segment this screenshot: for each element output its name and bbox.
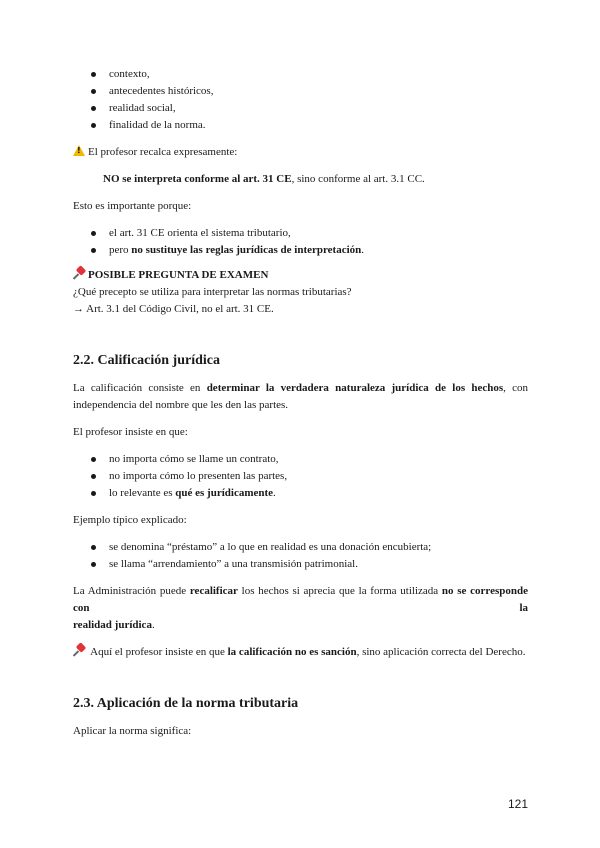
example-text: Ejemplo típico explicado:	[73, 514, 187, 526]
bullet-icon	[91, 72, 96, 77]
list-item: se denomina “préstamo” a lo que en realidad es una donación encubierta;	[91, 539, 528, 556]
bullet-icon	[91, 474, 96, 479]
warning-note: !El profesor recalca expresamente:	[73, 144, 528, 161]
qualification-list	[73, 451, 528, 502]
emphasis-quote: NO se interpreta conforme al art. 31 CE, sino conforme al art. 3.1 CC.	[103, 173, 425, 185]
list-item: antecedentes históricos,	[91, 83, 528, 100]
section-2-2-title: 2.2. Calificación jurídica	[73, 353, 220, 368]
administration-text: La Administración puede recalificar los hechos si aprecia que la forma utilizada no se corresponde con la	[73, 585, 528, 614]
list-item: el art. 31 CE orienta el sistema tributario,	[91, 225, 528, 242]
pushpin-icon	[73, 267, 85, 279]
list-item: lo relevante es qué es jurídicamente.	[91, 485, 528, 502]
list-item: se llama “arrendamiento” a una transmisión patrimonial.	[91, 556, 528, 573]
exam-answer: → Art. 3.1 del Código Civil, no el art. 31 CE.	[73, 303, 274, 315]
apply-intro: Aplicar la norma significa:	[73, 725, 192, 737]
importance-list	[73, 225, 528, 259]
importance-text: Esto es importante porque:	[73, 200, 192, 212]
definition-line: La calificación consiste en determinar la verdadera naturaleza jurídica de los hechos, con	[73, 382, 528, 394]
list-item: finalidad de la norma.	[91, 117, 528, 134]
professor-note: Aquí el profesor insiste en que la calificación no es sanción, sino aplicación correcta del Derecho.	[73, 644, 528, 661]
example-list	[73, 539, 528, 573]
pushpin-icon	[73, 644, 85, 656]
bullet-icon	[91, 545, 96, 550]
section-2-3-title: 2.3. Aplicación de la norma tributaria	[73, 696, 299, 711]
interpretation-criteria-list	[73, 66, 528, 134]
bullet-icon	[91, 123, 96, 128]
list-item: pero no sustituye las reglas jurídicas de interpretación.	[91, 242, 528, 259]
page-number: 121	[508, 797, 529, 811]
bullet-icon	[91, 491, 96, 496]
bullet-icon	[91, 457, 96, 462]
bullet-icon	[91, 89, 96, 94]
bullet-icon	[91, 562, 96, 567]
list-item: contexto,	[91, 66, 528, 83]
bullet-icon	[91, 248, 96, 253]
page-content	[73, 66, 528, 740]
list-item: realidad social,	[91, 100, 528, 117]
definition-line: independencia del nombre que les den las partes.	[73, 399, 289, 411]
insists-text: El profesor insiste en que:	[73, 426, 188, 438]
exam-question: ¿Qué precepto se utiliza para interpretar las normas tributarias?	[73, 286, 352, 298]
administration-text-cont: realidad jurídica.	[73, 619, 155, 631]
warning-icon	[73, 145, 85, 156]
exam-heading: POSIBLE PREGUNTA DE EXAMEN	[73, 267, 528, 284]
bullet-icon	[91, 231, 96, 236]
bullet-icon	[91, 106, 96, 111]
list-item: no importa cómo se llame un contrato,	[91, 451, 528, 468]
list-item: no importa cómo lo presenten las partes,	[91, 468, 528, 485]
